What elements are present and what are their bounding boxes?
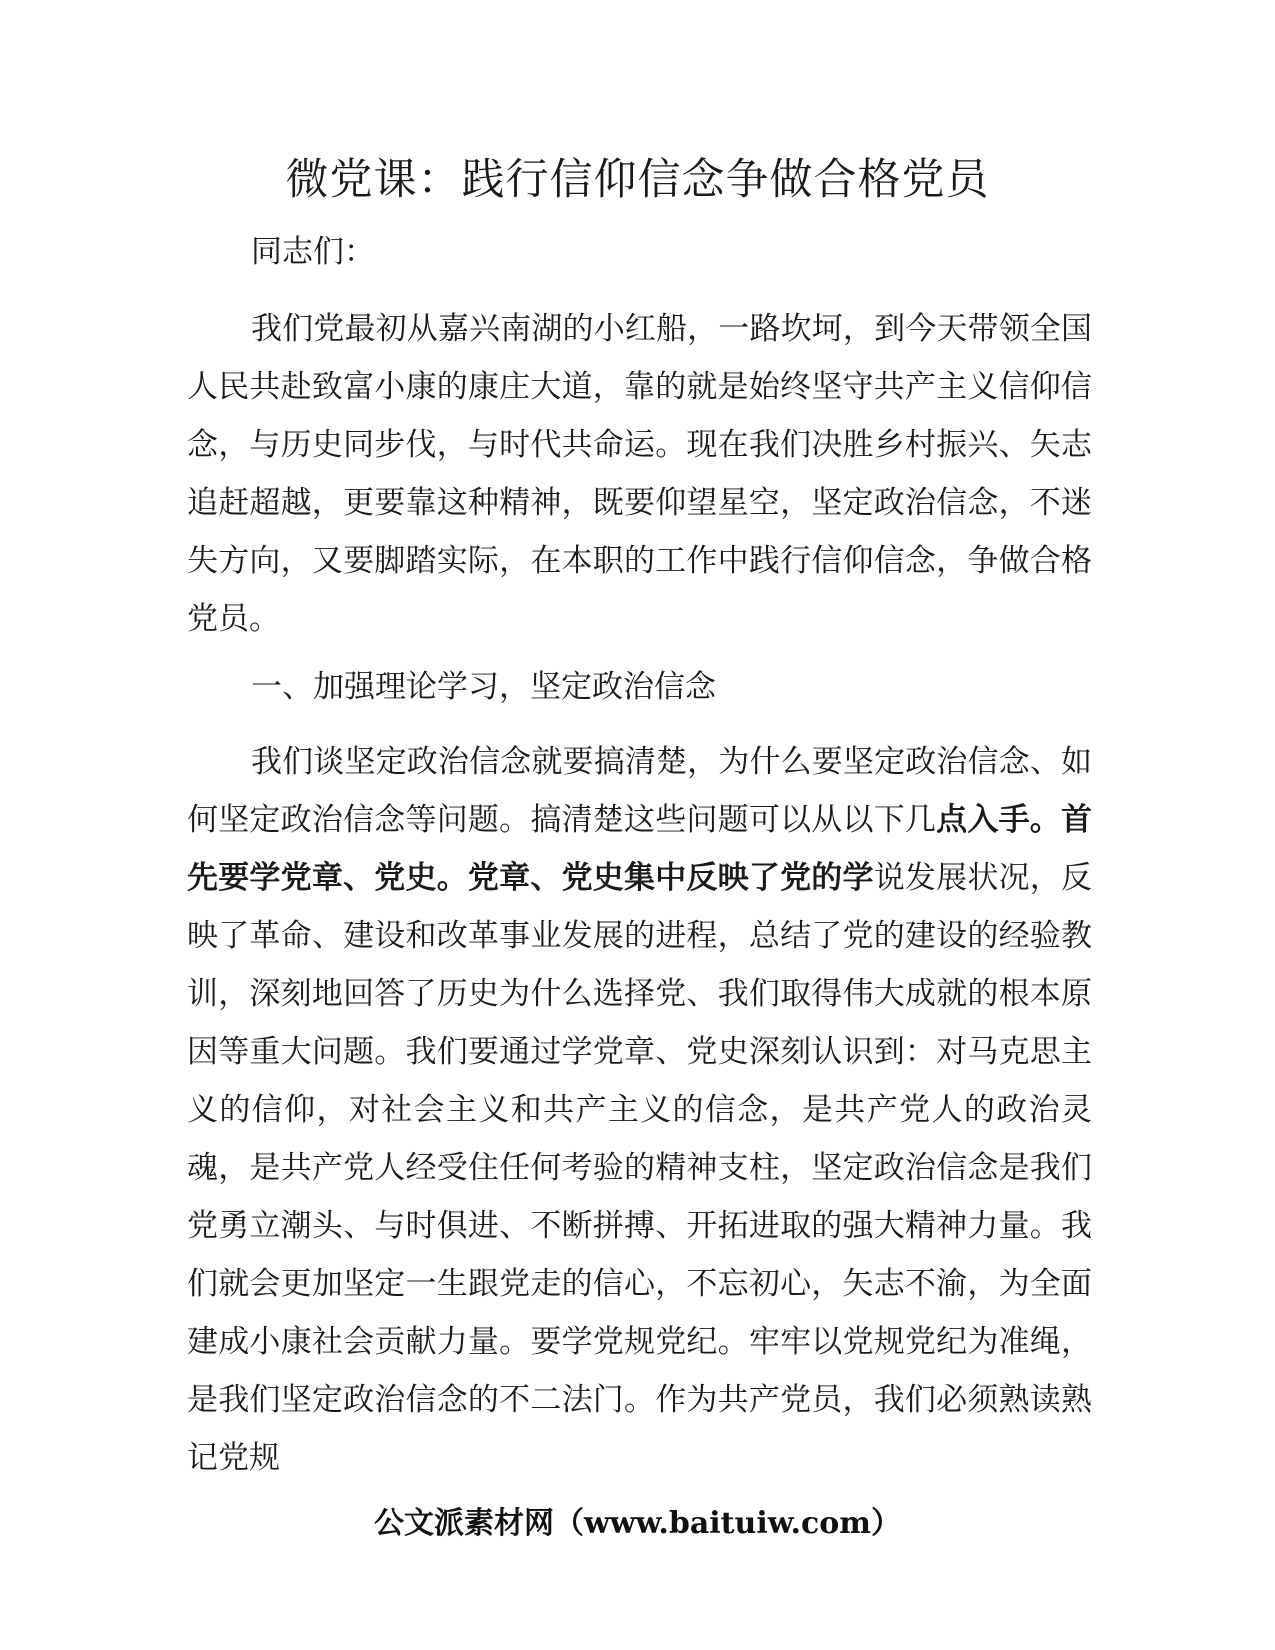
section-heading-1: 一、加强理论学习，坚定政治信念 (251, 669, 716, 705)
paragraph-intro: 我们党最初从嘉兴南湖的小红船，一路坎坷，到今天带领全国人民共赴致富小康的康庄大道，靠的就是始终坚守共产主义信仰信念，与历史同步伐，与时代共命运。现在我们决胜乡村振兴、矢志追赶超越，更要靠这种精神，既要仰望星空，坚定政治信念，不迷失方向，又要脚踏实际，在本职的工作中践行信仰信念，争做合格党员。 (187, 311, 1092, 637)
paragraph-text-run: 我们谈坚定政治信念就要搞清楚，为什么要坚定政治信念、如何坚定政治信念等问题。搞清楚这些问题可以从以下几 (187, 744, 1092, 838)
paragraph-section-1 (187, 733, 1092, 1487)
footer-watermark: 公文派素材网（www.baituiw.com） (373, 1506, 902, 1541)
document-title: 微党课：践行信仰信念争做合格党员 (285, 155, 990, 205)
paragraph-bold-run: 点入手。首先要学党章、党史。党章、党史集中反映了党的学 (187, 802, 1092, 896)
salutation: 同志们： (251, 234, 375, 270)
paragraph-text-run: 说发展状况，反映了革命、建设和改革事业发展的进程，总结了党的建设的经验教训，深刻地回答了历史为什么选择党、我们取得伟大成就的根本原因等重大问题。我们要通过学党章、党史深刻认识到：对马克思主义的信仰，对社会主义和共产主义的信念，是共产党人的政治灵魂，是共产党人经受住任何考验的精神支柱，坚定政治信念是我们党勇立潮头、与时俱进、不断拼搏、开拓进取的强大精神力量。我们就会更加坚定一生跟党走的信心，不忘初心，矢志不渝，为全面建成小康社会贡献力量。要学党规党纪。牢牢以党规党纪为准绳，是我们坚定政治信念的不二法门。作为共产党员，我们必须熟读熟记党规 (187, 860, 1093, 1476)
